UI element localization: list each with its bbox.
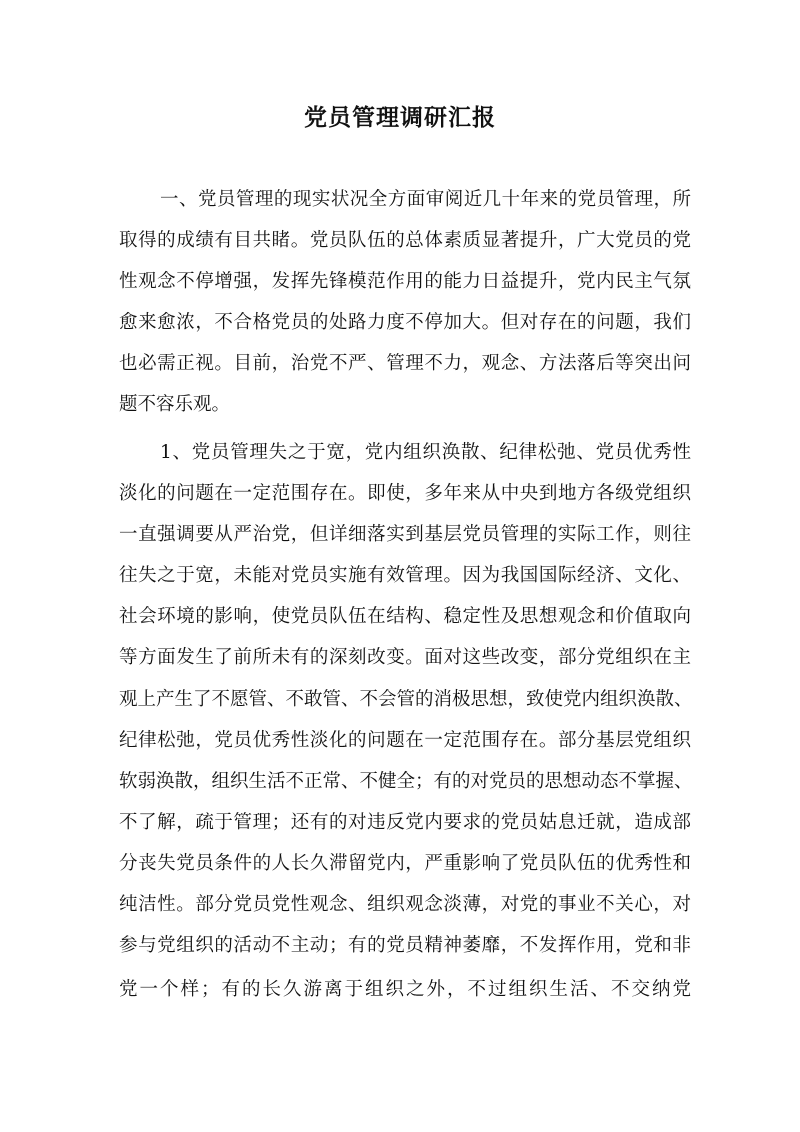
paragraph-line: 题不容乐观。	[119, 394, 231, 415]
paragraph-line: 淡化的问题在一定范围存在。即使，多年来从中央到地方各级党组织	[119, 483, 691, 504]
paragraph-line: 也必需正视。目前，治党不严、管理不力，观念、方法落后等突出问	[119, 353, 691, 374]
paragraph-line: 观上产生了不愿管、不敢管、不会管的消极思想，致使党内组织涣散、	[119, 689, 693, 710]
paragraph-line: 往失之于宽，未能对党员实施有效管理。因为我国国际经济、文化、	[119, 565, 691, 586]
paragraph-line: 参与党组织的活动不主动；有的党员精神萎靡，不发挥作用，党和非	[119, 935, 691, 956]
paragraph-line: 社会环境的影响，使党员队伍在结构、稳定性及思想观念和价值取向	[119, 606, 691, 627]
paragraph-line: 党一个样；有的长久游离于组织之外，不过组织生活、不交纳党	[119, 979, 691, 1000]
paragraph-line: 一、党员管理的现实状况全方面审阅近几十年来的党员管理，所	[160, 189, 691, 210]
paragraph-line: 等方面发生了前所未有的深刻改变。面对这些改变，部分党组织在主	[119, 647, 691, 668]
paragraph-line: 愈来愈浓，不合格党员的处路力度不停加大。但对存在的问题，我们	[119, 312, 691, 333]
paragraph-line: 不了解，疏于管理；还有的对违反党内要求的党员姑息迁就，造成部	[119, 812, 691, 833]
paragraph-line: 一直强调要从严治党，但详细落实到基层党员管理的实际工作，则往	[119, 524, 691, 545]
paragraph-line: 取得的成绩有目共睹。党员队伍的总体素质显著提升，广大党员的党	[119, 230, 691, 251]
paragraph-line: 1、党员管理失之于宽，党内组织涣散、纪律松弛、党员优秀性	[160, 442, 691, 463]
paragraph-line: 纯洁性。部分党员党性观念、组织观念淡薄，对党的事业不关心，对	[119, 894, 691, 915]
paragraph-line: 软弱涣散，组织生活不正常、不健全；有的对党员的思想动态不掌握、	[119, 771, 693, 792]
document-title: 党员管理调研汇报	[304, 104, 496, 131]
paragraph-line: 性观念不停增强，发挥先锋模范作用的能力日益提升，党内民主气氛	[119, 271, 691, 292]
paragraph-line: 纪律松弛，党员优秀性淡化的问题在一定范围存在。部分基层党组织	[119, 730, 691, 751]
paragraph-line: 分丧失党员条件的人长久滞留党内，严重影响了党员队伍的优秀性和	[119, 853, 691, 874]
